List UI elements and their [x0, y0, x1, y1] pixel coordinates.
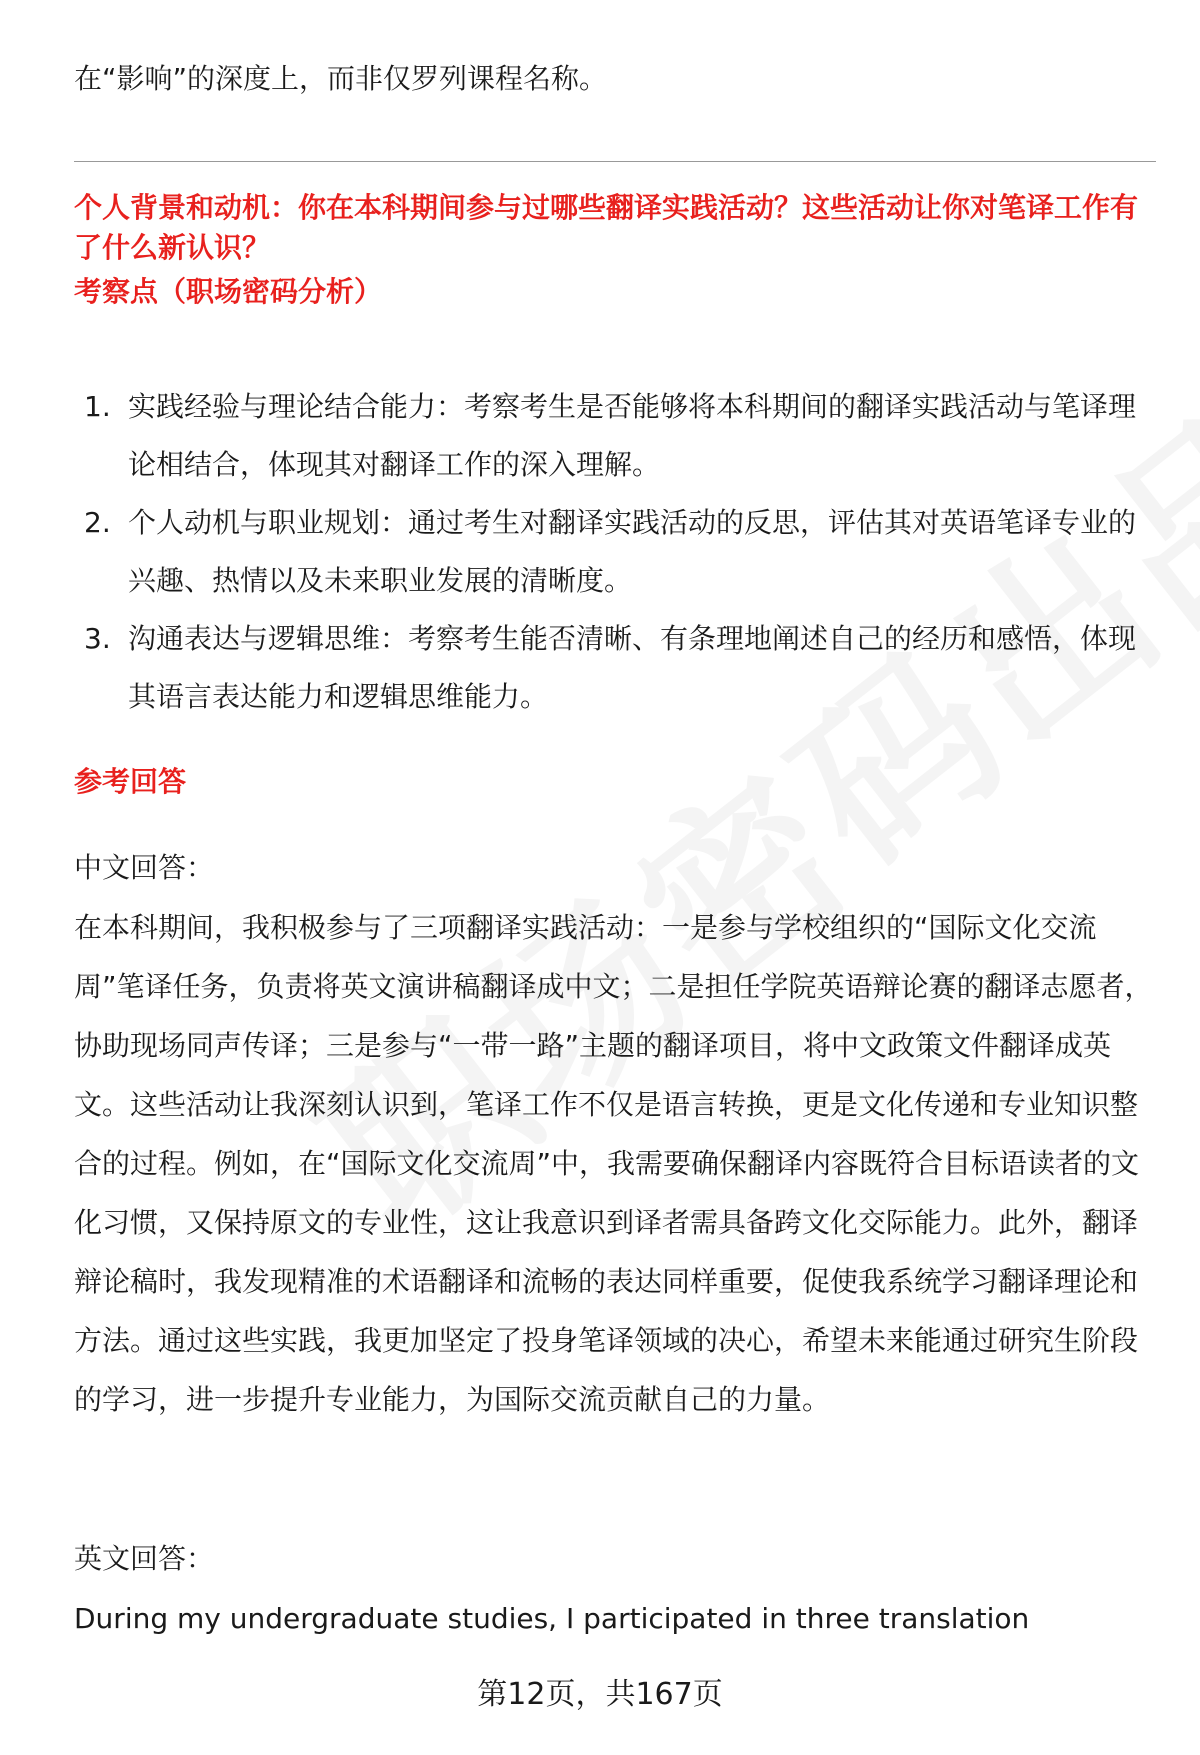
list-item-number: 3.: [84, 622, 111, 655]
question-heading: 个人背景和动机：你在本科期间参与过哪些翻译实践活动？这些活动让你对笔译工作有了什么新认识？: [74, 191, 1139, 264]
reference-heading: 参考回答: [74, 765, 187, 798]
assessment-list: [74, 378, 1156, 726]
chinese-answer: 在本科期间，我积极参与了三项翻译实践活动：一是参与学校组织的“国际文化交流周”笔译任务，负责将英文演讲稿翻译成中文；二是担任学院英语辩论赛的翻译志愿者，协助现场同声传译；三是参与“一带一路”主题的翻译项目，将中文政策文件翻译成英文。这些活动让我深刻认识到，笔译工作不仅是语言转换，更是文化传递和专业知识整合的过程。例如，在“国际文化交流周”中，我需要确保翻译内容既符合目标语读者的文化习惯，又保持原文的专业性，这让我意识到译者需具备跨文化交际能力。此外，翻译辩论稿时，我发现精准的术语翻译和流畅的表达同样重要，促使我系统学习翻译理论和方法。通过这些实践，我更加坚定了投身笔译领域的决心，希望未来能通过研究生阶段的学习，进一步提升专业能力，为国际交流贡献自己的力量。: [74, 911, 1153, 1416]
intro-block: [74, 52, 1154, 106]
list-item-number: 1.: [84, 390, 111, 423]
list-item: [74, 378, 1156, 494]
english-answer-label: 英文回答：: [74, 1542, 215, 1575]
list-item-text: 个人动机与职业规划：通过考生对翻译实践活动的反思，评估其对英语笔译专业的兴趣、热情以及未来职业发展的清晰度。: [128, 506, 1137, 597]
english-answer: During my undergraduate studies, I participated in three translation: [74, 1602, 1030, 1635]
page-number: 第12页，共167页: [477, 1677, 723, 1712]
intro-line: 在“影响”的深度上，而非仅罗列课程名称。: [74, 62, 608, 95]
list-item-number: 2.: [84, 506, 111, 539]
section-divider: [74, 161, 1156, 162]
list-item-text: 实践经验与理论结合能力：考察考生是否能够将本科期间的翻译实践活动与笔译理论相结合，体现其对翻译工作的深入理解。: [128, 390, 1137, 481]
assessment-heading: 考察点（职场密码分析）: [74, 275, 383, 308]
list-item-text: 沟通表达与逻辑思维：考察考生能否清晰、有条理地阐述自己的经历和感悟，体现其语言表达能力和逻辑思维能力。: [128, 622, 1137, 713]
list-item: [74, 494, 1156, 610]
chinese-answer-label: 中文回答：: [74, 851, 215, 884]
list-item: [74, 610, 1156, 726]
